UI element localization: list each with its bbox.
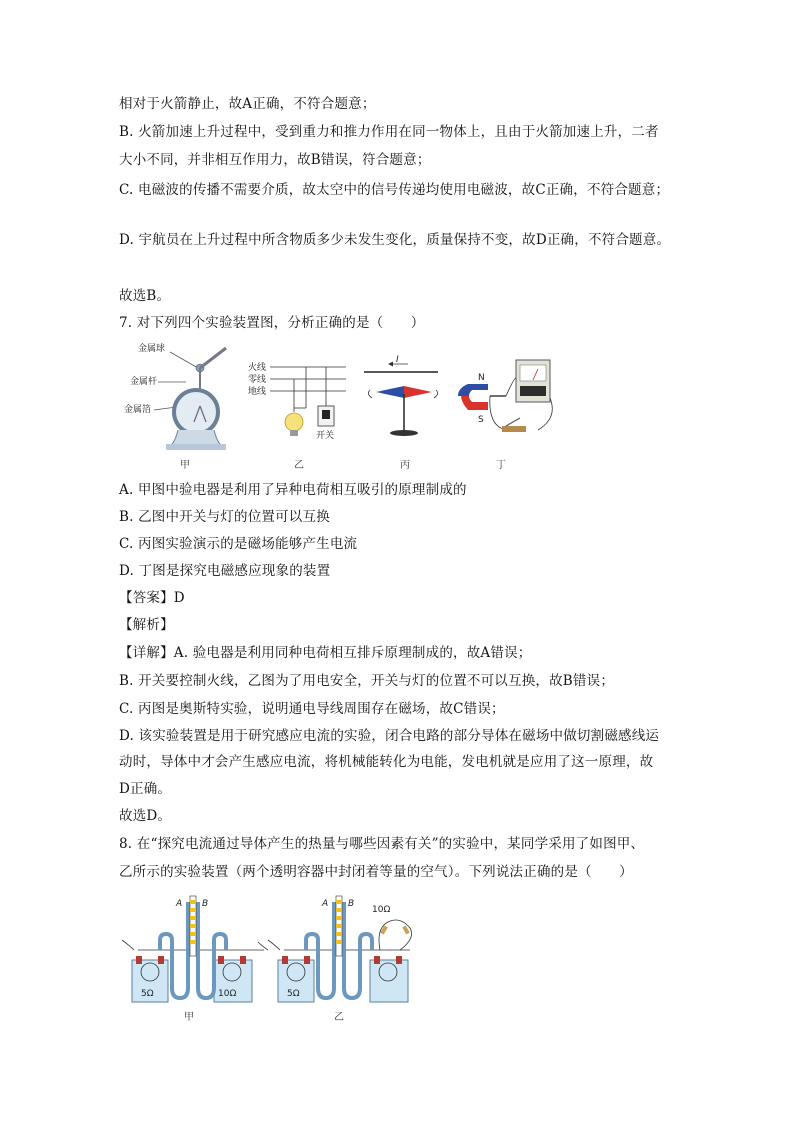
text-line: 动时，导体中才会产生感应电流，将机械能转化为电能，发电机就是应用了这一原理，故 xyxy=(119,754,654,770)
text-line: C. 丙图是奥斯特实验，说明通电导线周围存在磁场，故C错误； xyxy=(119,701,505,717)
label-switch: 开关 xyxy=(316,431,335,441)
setup-yi xyxy=(268,896,412,1002)
label-metal-foil: 金属箔 xyxy=(124,405,152,415)
text-line: D. 宇航员在上升过程中所含物质多少未发生变化，质量保持不变，故D正确，不符合题意。 xyxy=(119,232,671,248)
text-line: 相对于火箭静止，故A正确，不符合题意； xyxy=(119,96,376,112)
text-line: D正确。 xyxy=(119,781,172,797)
text-line: B. 开关要控制火线，乙图为了用电安全，开关与灯的位置不可以互换，故B错误； xyxy=(119,673,615,689)
text-line: 大小不同，并非相互作用力，故B错误，符合题意； xyxy=(119,152,431,168)
label-live-wire: 火线 xyxy=(248,363,267,373)
label-5-ohm: 5Ω xyxy=(141,989,154,999)
figure-8-caption-yi: 乙 xyxy=(334,1012,344,1023)
text-line: B. 火箭加速上升过程中，受到重力和推力作用在同一物体上，且由于火箭加速上升，二者 xyxy=(119,124,659,140)
figure-7-caption-ding: 丁 xyxy=(496,460,506,471)
text-line: D. 该实验装置是用于研究感应电流的实验，闭合电路的部分导体在磁场中做切割磁感线运 xyxy=(119,728,660,744)
label-ground-wire: 地线 xyxy=(248,387,267,397)
label-north-pole: N xyxy=(478,373,485,383)
figure-7-caption-jia: 甲 xyxy=(180,460,190,471)
question-8-stem-cont: 乙所示的实验装置（两个透明容器中封闭着等量的空气）。下列说法正确的是（ ） xyxy=(119,864,633,880)
electroscope-diagram xyxy=(124,342,226,450)
label-tube-b: B xyxy=(348,899,355,909)
figure-8-apparatus xyxy=(118,888,418,1006)
household-circuit-diagram xyxy=(248,361,346,441)
label-10-ohm: 10Ω xyxy=(218,989,237,999)
label-tube-a: A xyxy=(322,899,329,909)
electromagnetic-induction-diagram xyxy=(458,360,552,432)
label-metal-rod: 金属杆 xyxy=(130,377,158,387)
figure-7-caption-bing: 丙 xyxy=(400,460,410,471)
label-neutral-wire: 零线 xyxy=(248,375,267,385)
label-10-ohm: 10Ω xyxy=(372,905,391,915)
option-b: B. 乙图中开关与灯的位置可以互换 xyxy=(119,509,330,525)
text-line: 故选B。 xyxy=(119,288,171,304)
option-d: D. 丁图是探究电磁感应现象的装置 xyxy=(119,563,331,579)
figure-7-caption-yi: 乙 xyxy=(294,460,304,471)
label-tube-b: B xyxy=(202,899,209,909)
label-current: I xyxy=(396,355,399,365)
label-tube-a: A xyxy=(176,899,183,909)
option-a: A. 甲图中验电器是利用了异种电荷相互吸引的原理制成的 xyxy=(119,482,467,498)
figure-8-caption-jia: 甲 xyxy=(184,1012,194,1023)
text-line: 故选D。 xyxy=(119,808,172,824)
label-5-ohm: 5Ω xyxy=(287,989,300,999)
text-line: C. 电磁波的传播不需要介质，故太空中的信号传递均使用电磁波，故C正确，不符合题意； xyxy=(119,182,670,198)
label-south-pole: S xyxy=(478,415,484,425)
option-c: C. 丙图实验演示的是磁场能够产生电流 xyxy=(119,536,358,552)
question-7-stem: 7. 对下列四个实验装置图，分析正确的是（ ） xyxy=(119,315,425,331)
setup-jia xyxy=(122,896,268,1002)
analysis-label: 【解析】 xyxy=(119,617,174,633)
answer-label: 【答案】D xyxy=(119,590,185,606)
figure-7-apparatus xyxy=(118,338,558,474)
oersted-experiment-diagram xyxy=(364,355,438,436)
question-8-stem: 8. 在“探究电流通过导体产生的热量与哪些因素有关”的实验中，某同学采用了如图甲、 xyxy=(119,836,645,852)
text-line: 【详解】A. 验电器是利用同种电荷相互排斥原理制成的，故A错误； xyxy=(119,645,532,661)
label-metal-ball: 金属球 xyxy=(138,344,166,354)
